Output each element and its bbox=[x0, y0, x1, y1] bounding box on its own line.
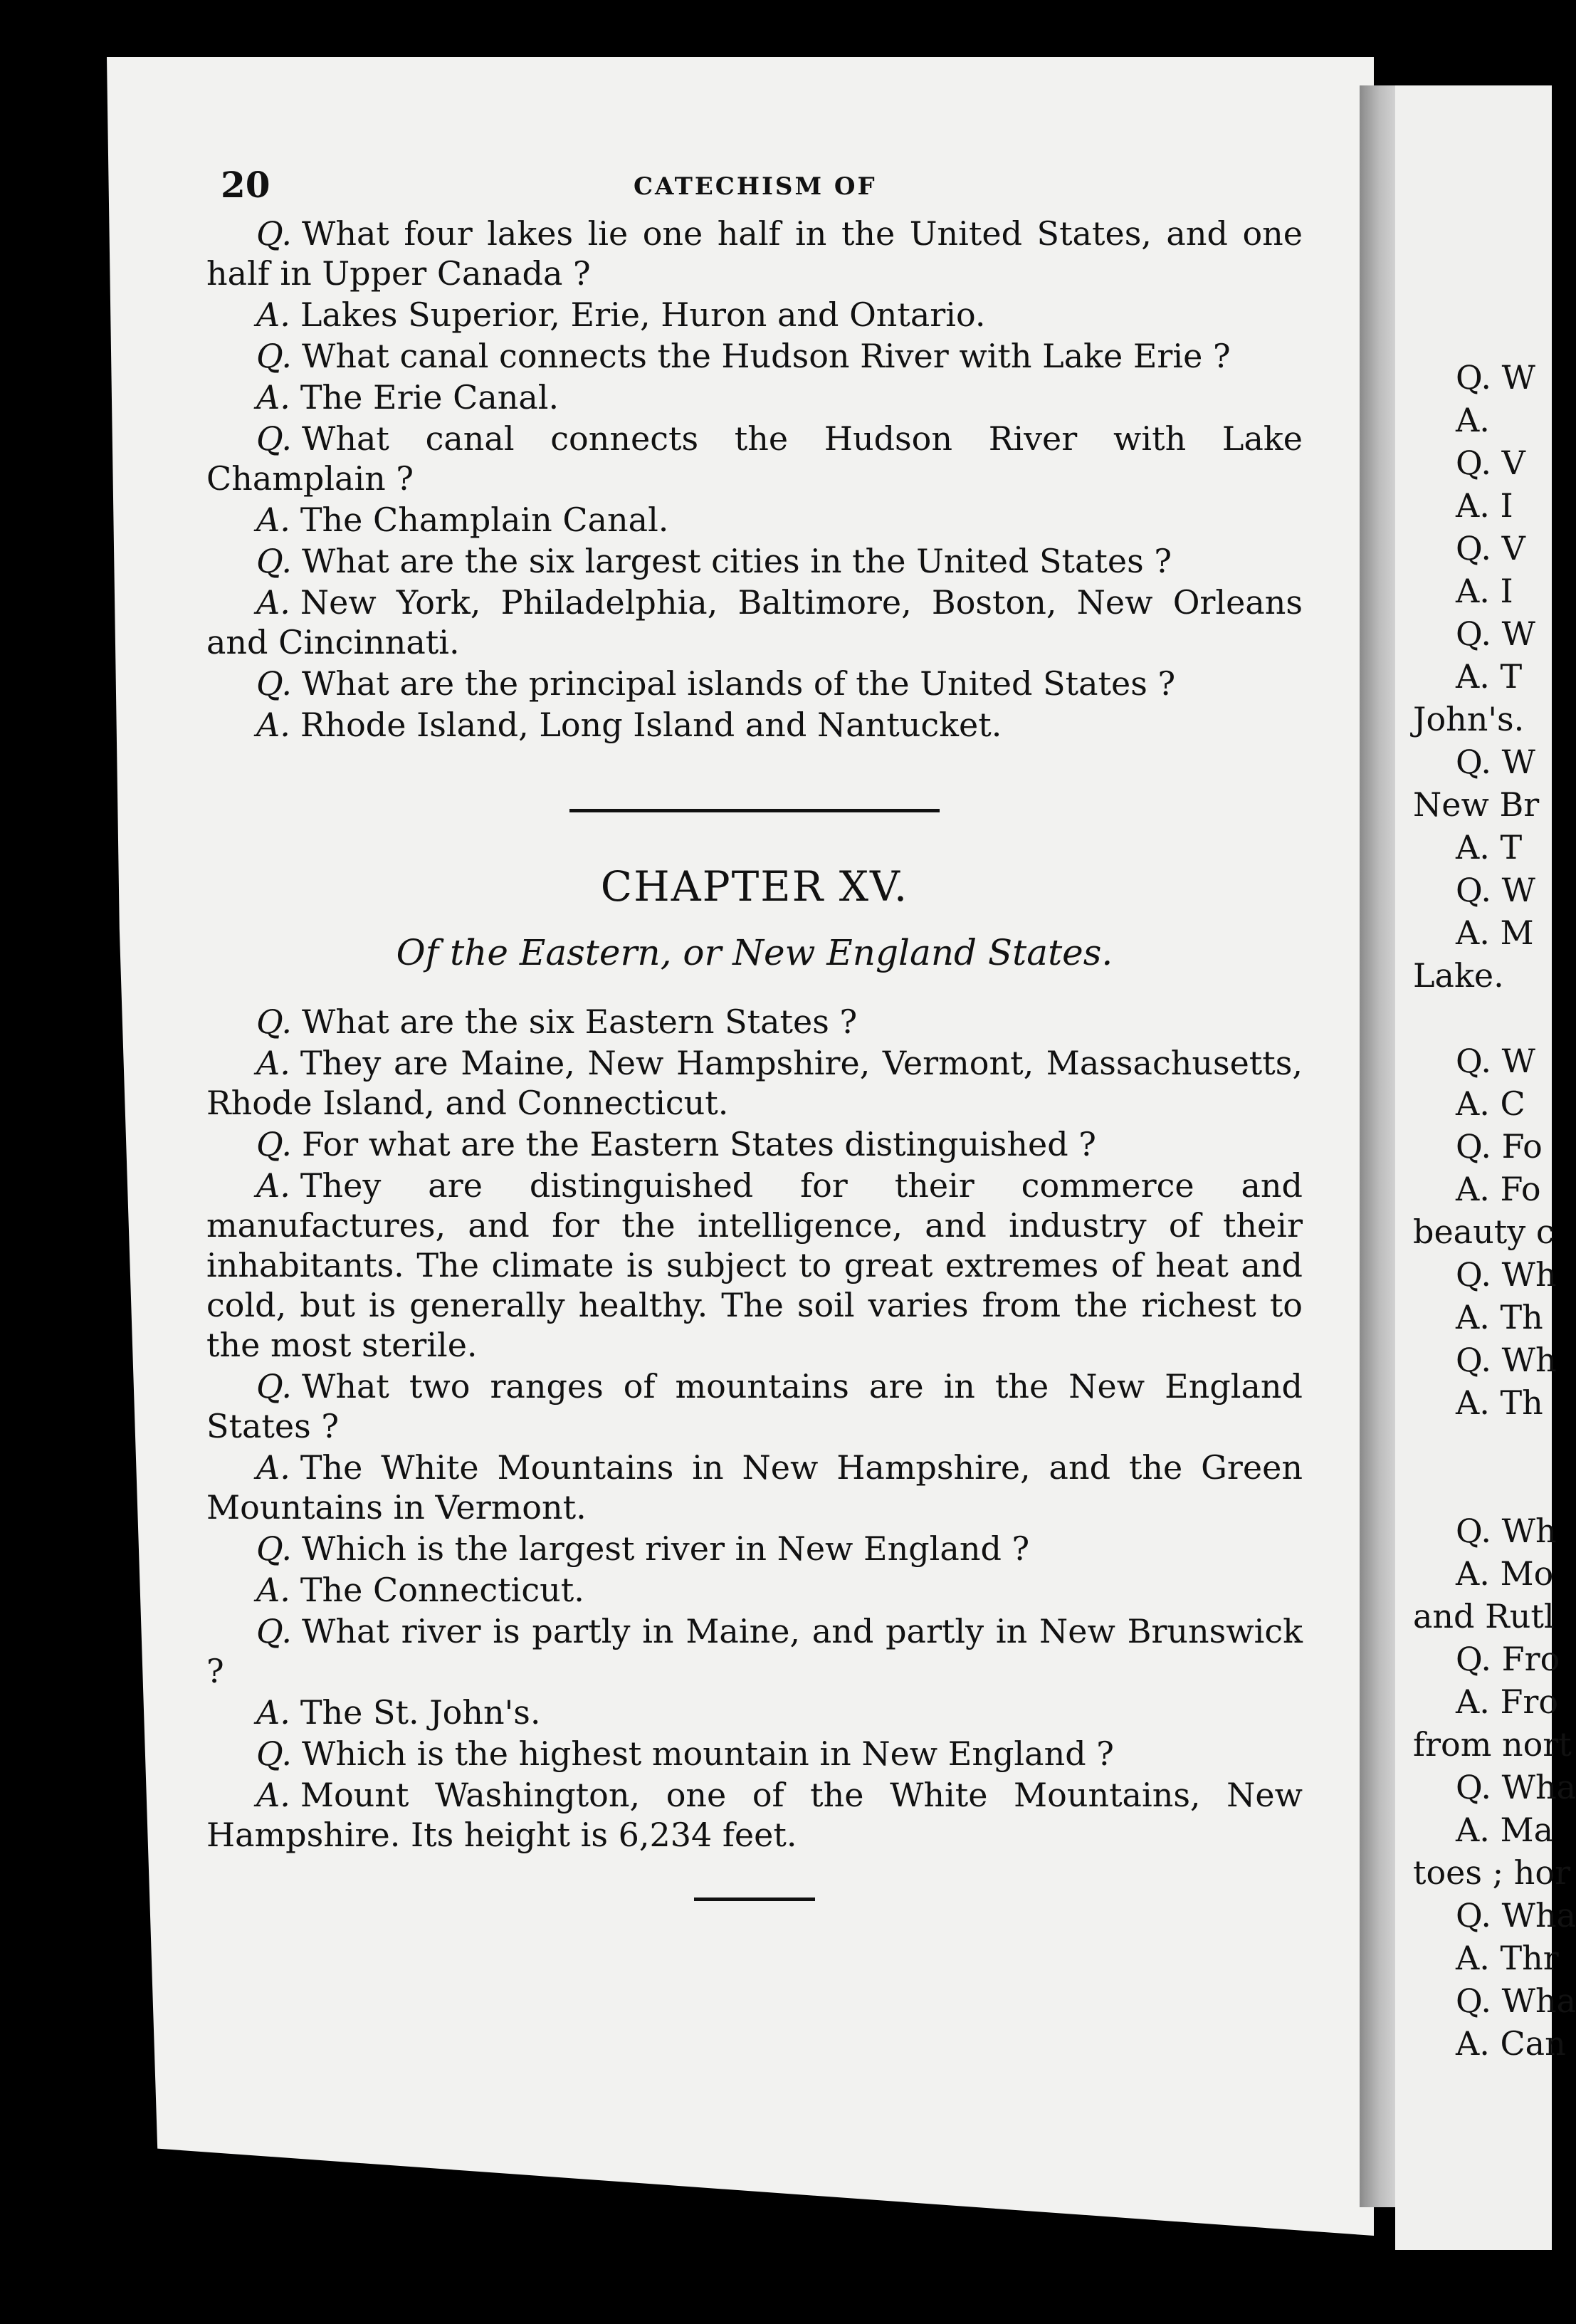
right-page-line: Q. Wh bbox=[1456, 1512, 1557, 1550]
qa-label: Q. bbox=[256, 1003, 293, 1041]
right-page-line: Q. V bbox=[1456, 529, 1525, 567]
qa-label: Q. bbox=[256, 1612, 293, 1650]
qa-label: Q. bbox=[256, 1529, 293, 1568]
page-content bbox=[206, 164, 1303, 1901]
qa-label: A. bbox=[256, 583, 290, 622]
qa-label: A. bbox=[256, 501, 290, 539]
question bbox=[206, 419, 1303, 498]
answer bbox=[206, 500, 1303, 540]
right-page-line: A. M bbox=[1456, 914, 1534, 952]
qa-text: What river is partly in Maine, and partly in New Brunswick ? bbox=[206, 1612, 1303, 1690]
qa-text: What four lakes lie one half in the United States, and one half in Upper Canada ? bbox=[206, 214, 1303, 293]
answer bbox=[206, 1775, 1303, 1855]
qa-label: A. bbox=[256, 1571, 290, 1609]
qa-label: Q. bbox=[256, 542, 293, 580]
answer bbox=[206, 705, 1303, 745]
right-page-line: Q. Fo bbox=[1456, 1127, 1543, 1166]
qa-section-lakes bbox=[206, 214, 1303, 745]
qa-text: The St. John's. bbox=[300, 1693, 541, 1732]
answer bbox=[206, 1043, 1303, 1123]
qa-text: The Erie Canal. bbox=[300, 378, 560, 417]
qa-text: What are the six largest cities in the United States ? bbox=[302, 542, 1172, 580]
right-page-fragments bbox=[1413, 356, 1576, 2065]
right-page-line bbox=[1413, 997, 1552, 1040]
qa-label: Q. bbox=[256, 1367, 293, 1406]
qa-text: They are Maine, New Hampshire, Vermont, Massachusetts, Rhode Island, and Connecticut. bbox=[206, 1044, 1303, 1122]
qa-text: What are the principal islands of the United States ? bbox=[302, 664, 1176, 703]
right-page-line: A. Mo bbox=[1456, 1554, 1554, 1593]
qa-label: A. bbox=[256, 706, 290, 744]
qa-text: What two ranges of mountains are in the New England States ? bbox=[206, 1367, 1303, 1445]
question bbox=[206, 1002, 1303, 1042]
right-page-line: A. Thr bbox=[1456, 1939, 1559, 1977]
right-page-line: Q. V bbox=[1456, 444, 1525, 482]
chapter-subtitle: Of the Eastern, or New England States. bbox=[396, 932, 1113, 973]
qa-label: Q. bbox=[256, 419, 293, 458]
qa-label: Q. bbox=[256, 1734, 293, 1773]
right-page-line: Q. Wha bbox=[1456, 1896, 1576, 1935]
qa-label: Q. bbox=[256, 214, 293, 253]
qa-text: Mount Washington, one of the White Mountains, New Hampshire. Its height is 6,234 feet. bbox=[206, 1776, 1303, 1854]
right-page-line: A. Fro bbox=[1456, 1682, 1559, 1721]
right-page-line: New Br bbox=[1413, 785, 1540, 824]
question bbox=[206, 664, 1303, 703]
section-divider bbox=[569, 809, 940, 812]
qa-text: Which is the largest river in New England ? bbox=[302, 1529, 1030, 1568]
question bbox=[206, 1366, 1303, 1446]
question bbox=[206, 1734, 1303, 1774]
right-page-line: Q. Wh bbox=[1456, 1341, 1557, 1379]
answer bbox=[206, 1166, 1303, 1365]
right-page-line: Lake. bbox=[1413, 956, 1504, 995]
right-page-line: A. C bbox=[1456, 1084, 1525, 1123]
answer bbox=[206, 582, 1303, 662]
qa-text: They are distinguished for their commerce and manufactures, and for the intelligence, and industry of their inhabitants. The climate is subject to great extremes of heat and cold, but is generally healthy. The soil varies from the richest to the most sterile. bbox=[206, 1166, 1303, 1364]
running-head: CATECHISM OF bbox=[634, 172, 877, 201]
right-page-line: A. Ma bbox=[1456, 1811, 1553, 1849]
qa-label: A. bbox=[256, 1776, 290, 1814]
question bbox=[206, 1124, 1303, 1164]
qa-text: Which is the highest mountain in New England ? bbox=[302, 1734, 1114, 1773]
right-page-line: John's. bbox=[1413, 700, 1525, 738]
page-header bbox=[206, 164, 1303, 214]
right-page-line: A. Th bbox=[1456, 1298, 1543, 1336]
right-page-line: A. Can bbox=[1456, 2024, 1566, 2063]
qa-label: A. bbox=[256, 1166, 290, 1205]
right-page-line: A. I bbox=[1456, 486, 1513, 525]
right-page-line: Q. Fro bbox=[1456, 1640, 1560, 1678]
answer bbox=[206, 1692, 1303, 1732]
right-page-line: A. bbox=[1456, 401, 1490, 439]
qa-label: A. bbox=[256, 295, 290, 334]
qa-section-new-england bbox=[206, 1002, 1303, 1855]
answer bbox=[206, 1448, 1303, 1527]
right-page-line: toes ; hor bbox=[1413, 1853, 1571, 1892]
right-page-line: Q. W bbox=[1456, 1042, 1535, 1080]
qa-text: The Champlain Canal. bbox=[300, 501, 669, 539]
right-page-line: Q. Wh bbox=[1456, 1255, 1557, 1294]
qa-text: Rhode Island, Long Island and Nantucket. bbox=[300, 706, 1002, 744]
right-page-line: Q. W bbox=[1456, 871, 1535, 909]
qa-label: Q. bbox=[256, 1125, 293, 1163]
right-page-line bbox=[1413, 1467, 1552, 1509]
right-page-line: Q. Wha bbox=[1456, 1982, 1576, 2020]
question bbox=[206, 214, 1303, 293]
question bbox=[206, 1611, 1303, 1691]
qa-label: Q. bbox=[256, 664, 293, 703]
right-page-line bbox=[1413, 1424, 1552, 1467]
chapter-title: CHAPTER XV. bbox=[600, 862, 909, 911]
right-page-line: A. T bbox=[1456, 657, 1523, 696]
answer bbox=[206, 377, 1303, 417]
qa-text: New York, Philadelphia, Baltimore, Boston, New Orleans and Cincinnati. bbox=[206, 583, 1303, 661]
qa-text: What are the six Eastern States ? bbox=[302, 1003, 858, 1041]
answer bbox=[206, 295, 1303, 335]
qa-label: A. bbox=[256, 1044, 290, 1082]
answer bbox=[206, 1570, 1303, 1610]
qa-label: A. bbox=[256, 1693, 290, 1732]
page-number: 20 bbox=[221, 164, 270, 206]
question bbox=[206, 1529, 1303, 1569]
question bbox=[206, 541, 1303, 581]
right-page-line: and Rutl bbox=[1413, 1597, 1555, 1635]
right-page-line: A. T bbox=[1456, 828, 1523, 867]
qa-label: A. bbox=[256, 378, 290, 417]
right-page-line: A. Th bbox=[1456, 1383, 1543, 1422]
qa-text: The White Mountains in New Hampshire, and the Green Mountains in Vermont. bbox=[206, 1448, 1303, 1527]
right-page-line: Q. W bbox=[1456, 743, 1535, 781]
right-page-line: Q. W bbox=[1456, 358, 1535, 397]
qa-label: A. bbox=[256, 1448, 290, 1487]
right-page-line: beauty c bbox=[1413, 1213, 1555, 1251]
qa-label: Q. bbox=[256, 337, 293, 375]
end-divider bbox=[694, 1898, 815, 1901]
right-page-line: Q. W bbox=[1456, 614, 1535, 653]
right-page-line: Q. Wha bbox=[1456, 1768, 1576, 1806]
right-page-line: A. Fo bbox=[1456, 1170, 1541, 1208]
right-page-line: from nort bbox=[1413, 1725, 1572, 1764]
qa-text: For what are the Eastern States distinguished ? bbox=[302, 1125, 1096, 1163]
qa-text: What canal connects the Hudson River with Lake Champlain ? bbox=[206, 419, 1303, 498]
question bbox=[206, 336, 1303, 376]
qa-text: The Connecticut. bbox=[300, 1571, 584, 1609]
right-page-line: A. I bbox=[1456, 572, 1513, 610]
qa-text: Lakes Superior, Erie, Huron and Ontario. bbox=[300, 295, 986, 334]
qa-text: What canal connects the Hudson River with Lake Erie ? bbox=[302, 337, 1231, 375]
